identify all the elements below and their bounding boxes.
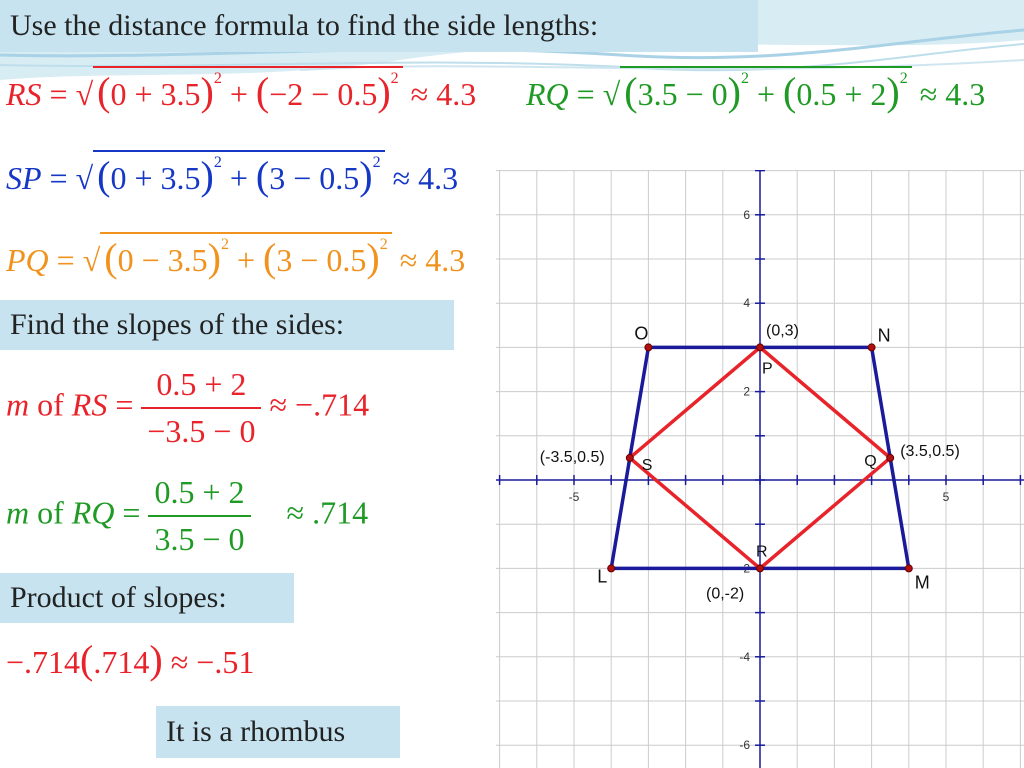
- y-tick-label: 2: [743, 384, 750, 399]
- axes: [496, 170, 1024, 768]
- title-box: [0, 0, 758, 52]
- y-tick-label: -6: [739, 738, 750, 753]
- conclusion-text: It is a rhombus: [166, 715, 346, 748]
- label-q: Q: [864, 452, 877, 470]
- formula-rq-inner2: 0.5 + 2: [796, 76, 887, 112]
- page-title: Use the distance formula to find the side lengths:: [10, 9, 599, 42]
- formula-sp-inner2: 3 − 0.5: [269, 160, 360, 196]
- formula-sp-lhs: SP: [6, 160, 42, 196]
- product-b: .714: [93, 644, 150, 680]
- y-tick-label: 6: [743, 207, 750, 222]
- formula-pq: PQ = √ $(0 - 3.5)^2 + (3 - 0.5)^2 \approx 4.3$: [6, 232, 465, 281]
- vertex-point: [608, 565, 615, 572]
- slope-rs-result: ≈ −.714: [269, 386, 370, 423]
- label-r: R: [756, 543, 768, 561]
- label-s-coord: (-3.5,0.5): [539, 448, 605, 466]
- slope-rq-m: m: [6, 494, 30, 531]
- formula-pq-lhs: PQ: [6, 242, 49, 278]
- coordinate-graph: [496, 170, 1024, 768]
- slope-rs: m of RS = $\frac{0.5 + 2}{-3.5 - 0}$ ≈ −.714: [6, 366, 370, 449]
- vertex-point: [645, 344, 652, 351]
- y-tick-label: 4: [743, 296, 750, 311]
- formula-sp-result: ≈ 4.3: [392, 160, 459, 196]
- formula-rq-inner1: 3.5 − 0: [637, 76, 728, 112]
- formula-pq-result: ≈ 4.3: [399, 242, 466, 278]
- slope-rs-m: m: [6, 386, 30, 423]
- slope-rs-fraction: [141, 366, 261, 450]
- product-heading-box: [0, 573, 294, 623]
- vertex-point: [757, 565, 764, 572]
- y-tick-label: -2: [739, 561, 750, 576]
- label-o: O: [634, 323, 649, 344]
- formula-rs-lhs: RS: [6, 76, 42, 112]
- conclusion-box: [156, 706, 400, 758]
- vertex-point: [868, 344, 875, 351]
- formula-rs-inner1: 0 + 3.5: [110, 76, 201, 112]
- label-m: M: [914, 572, 930, 593]
- formula-sp: SP = √ $(0 + 3.5)^2 + (3 - 0.5)^2 \approx 4.3$: [6, 150, 458, 199]
- formula-pq-inner2: 3 − 0.5: [276, 242, 367, 278]
- label-l: L: [597, 566, 608, 587]
- formula-rq-result: ≈ 4.3: [919, 76, 986, 112]
- slope-rq-of: of: [37, 494, 64, 531]
- product-result: ≈ −.51: [170, 644, 255, 680]
- slope-rq-numerator: 0.5 + 2: [148, 474, 250, 517]
- label-p-coord: (0,3): [766, 322, 799, 340]
- slope-rq-denominator: 3.5 − 0: [154, 521, 245, 557]
- formula-rs-result: ≈ 4.3: [410, 76, 477, 112]
- product-line: −.714(.714) ≈ −.51: [6, 637, 255, 682]
- slope-rs-name: RS: [71, 386, 108, 423]
- formula-rq: RQ = √ $(3.5 - 0)^2 + (0.5 + 2)^2 \approx 4.3$: [526, 66, 985, 115]
- slope-rq-fraction: [148, 474, 250, 558]
- label-s: S: [641, 456, 653, 474]
- x-tick-label: -5: [568, 490, 580, 504]
- formula-pq-inner1: 0 − 3.5: [117, 242, 208, 278]
- label-p: P: [762, 360, 773, 378]
- label-q-coord: (3.5,0.5): [900, 442, 960, 460]
- vertex-point: [905, 565, 912, 572]
- formula-sp-inner1: 0 + 3.5: [110, 160, 201, 196]
- label-n: N: [877, 325, 891, 346]
- slope-rq-name: RQ: [71, 494, 115, 531]
- slope-rq-result: ≈ .714: [286, 494, 369, 531]
- slope-rq: m of RQ = $\frac{0.5 + 2}{3.5 - 0}$ ≈ .714: [6, 474, 369, 557]
- formula-rq-lhs: RQ: [526, 76, 569, 112]
- vertex-point: [626, 454, 633, 461]
- sqrt-sign: √ $(0 + 3.5)^2 + (-2 - 0.5)^2$: [76, 66, 403, 115]
- sqrt-sign: √ $(0 - 3.5)^2 + (3 - 0.5)^2$: [83, 232, 392, 281]
- sqrt-sign: √ $(3.5 - 0)^2 + (0.5 + 2)^2$: [603, 66, 912, 115]
- formula-rs: RS = √ $(0 + 3.5)^2 + (-2 - 0.5)^2 \approx 4.3$: [6, 66, 476, 115]
- slopes-heading: Find the slopes of the sides:: [10, 308, 345, 341]
- x-tick-label: 5: [942, 490, 950, 504]
- slope-rs-denominator: −3.5 − 0: [147, 413, 256, 449]
- product-heading: Product of slopes:: [10, 581, 227, 614]
- label-r-coord: (0,-2): [706, 585, 745, 603]
- slope-rs-of: of: [37, 386, 64, 423]
- vertex-point: [757, 344, 764, 351]
- slopes-heading-box: [0, 300, 454, 350]
- sqrt-sign: √ $(0 + 3.5)^2 + (3 - 0.5)^2$: [76, 150, 385, 199]
- y-tick-label: -4: [739, 649, 750, 664]
- slope-rs-numerator: 0.5 + 2: [141, 366, 261, 409]
- product-a: −.714: [6, 644, 81, 680]
- formula-rs-inner2: −2 − 0.5: [269, 76, 378, 112]
- vertex-point: [887, 454, 894, 461]
